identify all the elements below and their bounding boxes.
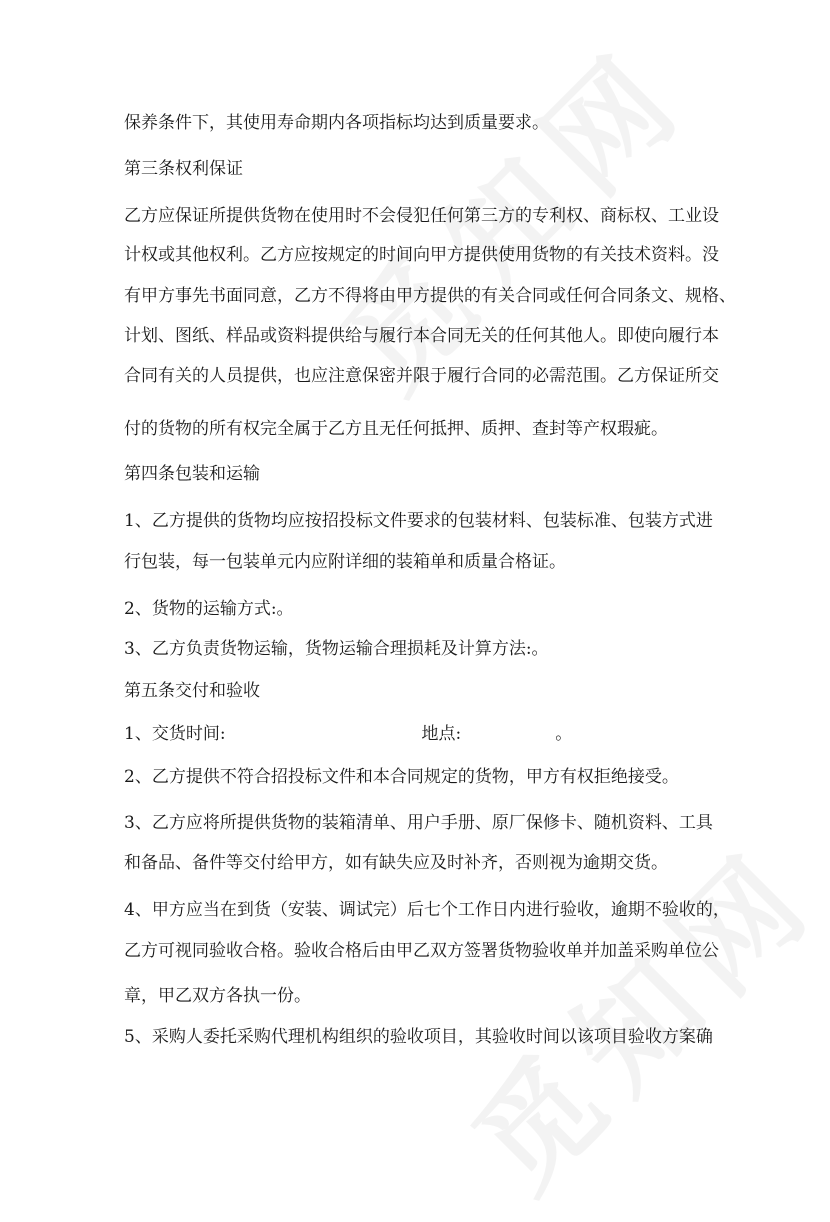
paragraph-line: 1、乙方提供的货物均应按招投标文件要求的包装材料、包装标准、包装方式进 xyxy=(124,511,713,531)
paragraph-line: 2、乙方提供不符合招投标文件和本合同规定的货物，甲方有权拒绝接受。 xyxy=(124,767,679,787)
paragraph-line: 保养条件下，其使用寿命期内各项指标均达到质量要求。 xyxy=(124,113,549,133)
paragraph-line: 计权或其他权利。乙方应按规定的时间向甲方提供使用货物的有关技术资料。没 xyxy=(124,245,719,265)
paragraph-line: 章，甲乙双方各执一份。 xyxy=(124,986,311,1006)
paragraph-line: 2、货物的运输方式:。 xyxy=(124,599,294,619)
section-heading-5: 第五条交付和验收 xyxy=(124,681,260,701)
paragraph-line: 3、乙方负责货物运输，货物运输合理损耗及计算方法:。 xyxy=(124,639,549,659)
paragraph-line: 5、采购人委托采购代理机构组织的验收项目，其验收时间以该项目验收方案确 xyxy=(124,1027,713,1047)
paragraph-line: 有甲方事先书面同意，乙方不得将由甲方提供的有关合同或任何合同条文、规格、 xyxy=(124,286,736,306)
paragraph-line: 付的货物的所有权完全属于乙方且无任何抵押、质押、查封等产权瑕疵。 xyxy=(124,419,668,439)
paragraph-line: 和备品、备件等交付给甲方，如有缺失应及时补齐，否则视为逾期交货。 xyxy=(124,853,668,873)
section-heading-4: 第四条包装和运输 xyxy=(124,464,260,484)
paragraph-line: 乙方应保证所提供货物在使用时不会侵犯任何第三方的专利权、商标权、工业设 xyxy=(124,206,719,226)
delivery-time-label: 1、交货时间: xyxy=(124,724,226,744)
paragraph-line: 乙方可视同验收合格。验收合格后由甲乙双方签署货物验收单并加盖采购单位公 xyxy=(124,941,719,961)
delivery-line xyxy=(124,723,572,745)
paragraph-line: 4、甲方应当在到货（安装、调试完）后七个工作日内进行验收，逾期不验收的， xyxy=(124,900,730,920)
paragraph-line: 计划、图纸、样品或资料提供给与履行本合同无关的任何其他人。即使向履行本 xyxy=(124,326,719,346)
paragraph-line: 3、乙方应将所提供货物的装箱清单、用户手册、原厂保修卡、随机资料、工具 xyxy=(124,813,713,833)
paragraph-line: 行包装，每一包装单元内应附详细的装箱单和质量合格证。 xyxy=(124,552,566,572)
paragraph-line: 合同有关的人员提供，也应注意保密并限于履行合同的必需范围。乙方保证所交 xyxy=(124,366,719,386)
section-heading-3: 第三条权利保证 xyxy=(124,159,243,179)
delivery-place-label: 地点: xyxy=(421,724,462,744)
delivery-line-end: 。 xyxy=(555,724,573,744)
